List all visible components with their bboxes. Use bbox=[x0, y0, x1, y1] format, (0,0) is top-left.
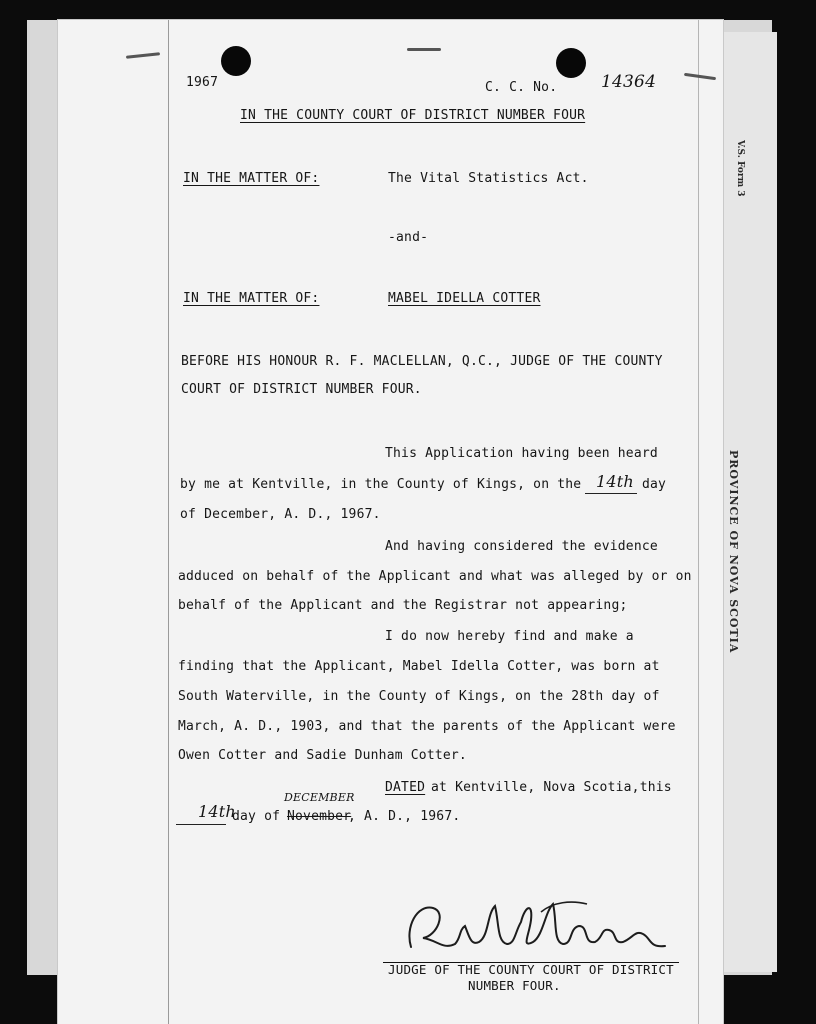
before-line-1: BEFORE HIS HONOUR R. F. MACLELLAN, Q.C., JUDGE OF THE COUNTY bbox=[181, 354, 663, 369]
dated-text: at Kentville, Nova Scotia,this bbox=[431, 780, 672, 795]
and-separator: -and- bbox=[388, 230, 429, 245]
form-number-label: V.S. Form 3 bbox=[735, 140, 745, 197]
right-margin-rule bbox=[698, 20, 699, 1024]
matter-value-1: The Vital Statistics Act. bbox=[388, 171, 589, 186]
body-text: by me at Kentville, in the County of Kings, on the bbox=[180, 477, 582, 492]
handwritten-day: 14th bbox=[596, 472, 634, 491]
court-title: IN THE COUNTY COURT OF DISTRICT NUMBER FOUR bbox=[240, 108, 586, 123]
dated-day-of: day of bbox=[232, 809, 281, 824]
body-text: South Waterville, in the County of Kings, on the 28th day of bbox=[178, 689, 660, 704]
province-label: PROVINCE OF NOVA SCOTIA bbox=[727, 450, 740, 654]
judge-title-line-1: JUDGE OF THE COUNTY COURT OF DISTRICT bbox=[388, 962, 674, 977]
punch-hole-right bbox=[556, 48, 586, 78]
dated-label: DATED bbox=[385, 780, 426, 795]
body-text: Owen Cotter and Sadie Dunham Cotter. bbox=[178, 748, 467, 763]
before-line-2: COURT OF DISTRICT NUMBER FOUR. bbox=[181, 382, 422, 397]
court-document-page bbox=[58, 20, 723, 1024]
staple-mark bbox=[407, 48, 441, 51]
matter-value-2: MABEL IDELLA COTTER bbox=[388, 291, 541, 306]
body-text: I do now hereby find and make a bbox=[385, 629, 634, 644]
body-text: finding that the Applicant, Mabel Idella Cotter, was born at bbox=[178, 659, 660, 674]
body-text: adduced on behalf of the Applicant and what was alleged by or on bbox=[178, 569, 692, 584]
struck-month: November bbox=[287, 809, 352, 824]
left-margin-rule bbox=[168, 20, 169, 1024]
matter-label-1: IN THE MATTER OF: bbox=[183, 171, 320, 186]
document-year: 1967 bbox=[186, 75, 219, 90]
punch-hole-left bbox=[221, 46, 251, 76]
matter-label-2: IN THE MATTER OF: bbox=[183, 291, 320, 306]
staple-mark bbox=[684, 73, 716, 80]
body-text: March, A. D., 1903, and that the parents of the Applicant were bbox=[178, 719, 676, 734]
body-text: day bbox=[642, 477, 667, 492]
cc-number-handwritten: 14364 bbox=[601, 72, 657, 92]
dated-year: , A. D., 1967. bbox=[348, 809, 461, 824]
judge-signature bbox=[403, 892, 678, 962]
cc-number-label: C. C. No. bbox=[485, 80, 558, 95]
judge-title-line-2: NUMBER FOUR. bbox=[468, 978, 561, 993]
body-text: of December, A. D., 1967. bbox=[180, 507, 381, 522]
body-text: This Application having been heard bbox=[385, 446, 658, 461]
staple-mark bbox=[126, 52, 160, 59]
handwritten-dated-day: 14th bbox=[198, 802, 236, 821]
body-text: behalf of the Applicant and the Registrar not appearing; bbox=[178, 598, 628, 613]
fill-in-line bbox=[176, 824, 226, 825]
fill-in-line bbox=[585, 493, 637, 494]
handwritten-month: DECEMBER bbox=[284, 791, 355, 804]
body-text: And having considered the evidence bbox=[385, 539, 658, 554]
